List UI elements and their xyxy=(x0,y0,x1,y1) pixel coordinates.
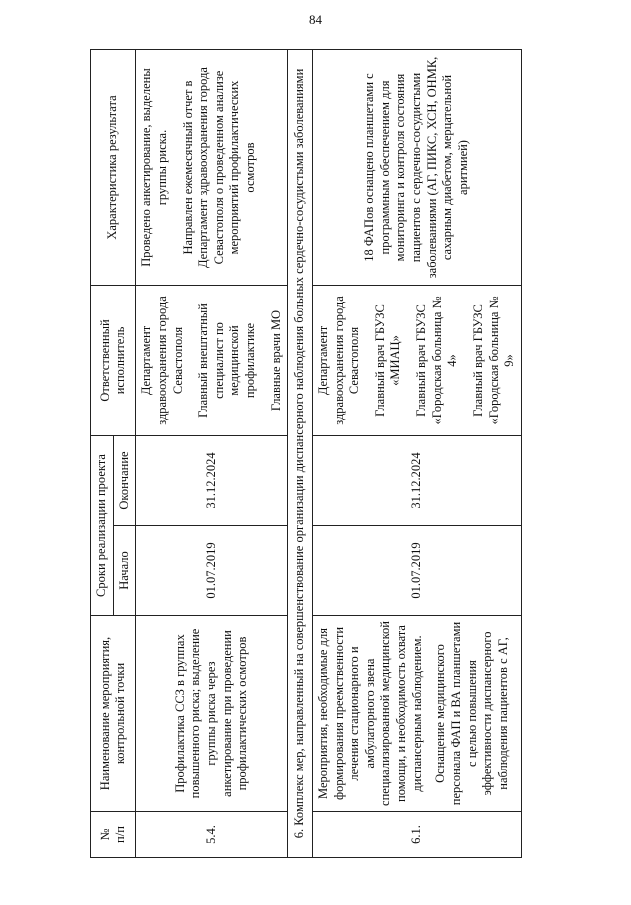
row-start: 01.07.2019 xyxy=(312,526,521,616)
row-end: 31.12.2024 xyxy=(136,436,288,526)
name-paragraph: Мероприятия, необходимые для формирования преемственности лечения стационарного и амбулаторного звена специализированной медицинской помощи, и необходимость охвата диспансерным наблюдением. xyxy=(315,621,424,806)
result-line: Направлен ежемесячный отчет в Департамент здравоохранения города Севастополя о проведенном анализе мероприятий профилактических осмотров xyxy=(180,67,257,268)
result-line: Проведено анкетирование, выделены группы риска. xyxy=(139,68,169,267)
section-row xyxy=(288,50,313,858)
header-end: Окончание xyxy=(113,436,136,526)
responsible-line: Главные врачи МО xyxy=(268,309,283,412)
row-responsible xyxy=(312,286,521,436)
row-name: Профилактика ССЗ в группах повышенного риска; выделение группы риска через анкетирование при проведении профилактических осмотров xyxy=(136,616,288,812)
rotated-table-frame xyxy=(90,50,618,858)
table-row xyxy=(136,50,288,858)
responsible-line: Главный внештатный специалист по медицинской профилактике xyxy=(196,303,257,418)
row-end: 31.12.2024 xyxy=(312,436,521,526)
header-start: Начало xyxy=(113,526,136,616)
header-result: Характеристика результата xyxy=(91,50,136,286)
row-start: 01.07.2019 xyxy=(136,526,288,616)
responsible-line: Главный врач ГБУЗС «Городская больница № 9» xyxy=(470,296,517,425)
responsible-line: Главный врач ГБУЗС «МИАЦ» xyxy=(372,304,403,417)
responsible-line: Главный врач ГБУЗС «Городская больница № 4» xyxy=(414,296,460,425)
responsible-line: Департамент здравоохранения города Севастополя xyxy=(315,296,362,425)
row-name xyxy=(312,616,521,812)
page-number: 84 xyxy=(309,12,322,27)
header-period: Сроки реализации проекта xyxy=(91,436,114,616)
project-table xyxy=(90,49,522,858)
section-title: 6. Комплекс мер, направленный на совершенствование организации диспансерного наблюдения больных сердечно-сосудистыми заболеваниями xyxy=(288,50,313,858)
table-container xyxy=(90,50,618,858)
header-num: № п/п xyxy=(91,812,136,858)
table-row xyxy=(312,50,521,858)
header-name: Наименование мероприятия, контрольной точки xyxy=(91,616,136,812)
row-result: 18 ФАПов оснащено планшетами с программным обеспечением для мониторинга и контроля состояния пациентов с сердечно-сосудистыми заболеваниями (АГ, ПИКС, ХСН, ОНМК, сахарным диабетом, мерцательной аритмией) xyxy=(312,50,521,286)
row-num: 6.1. xyxy=(312,812,521,858)
header-row xyxy=(91,50,114,858)
name-paragraph: Оснащение медицинского персонала ФАП и ВА планшетами с целью повышения эффективности диспансерного наблюдения пациентов с АГ, xyxy=(433,621,510,806)
row-num: 5.4. xyxy=(136,812,288,858)
row-result xyxy=(136,50,288,286)
row-responsible xyxy=(136,286,288,436)
responsible-line: Департамент здравоохранения города Севастополя xyxy=(139,296,185,425)
header-responsible: Ответственный исполнитель xyxy=(91,286,136,436)
